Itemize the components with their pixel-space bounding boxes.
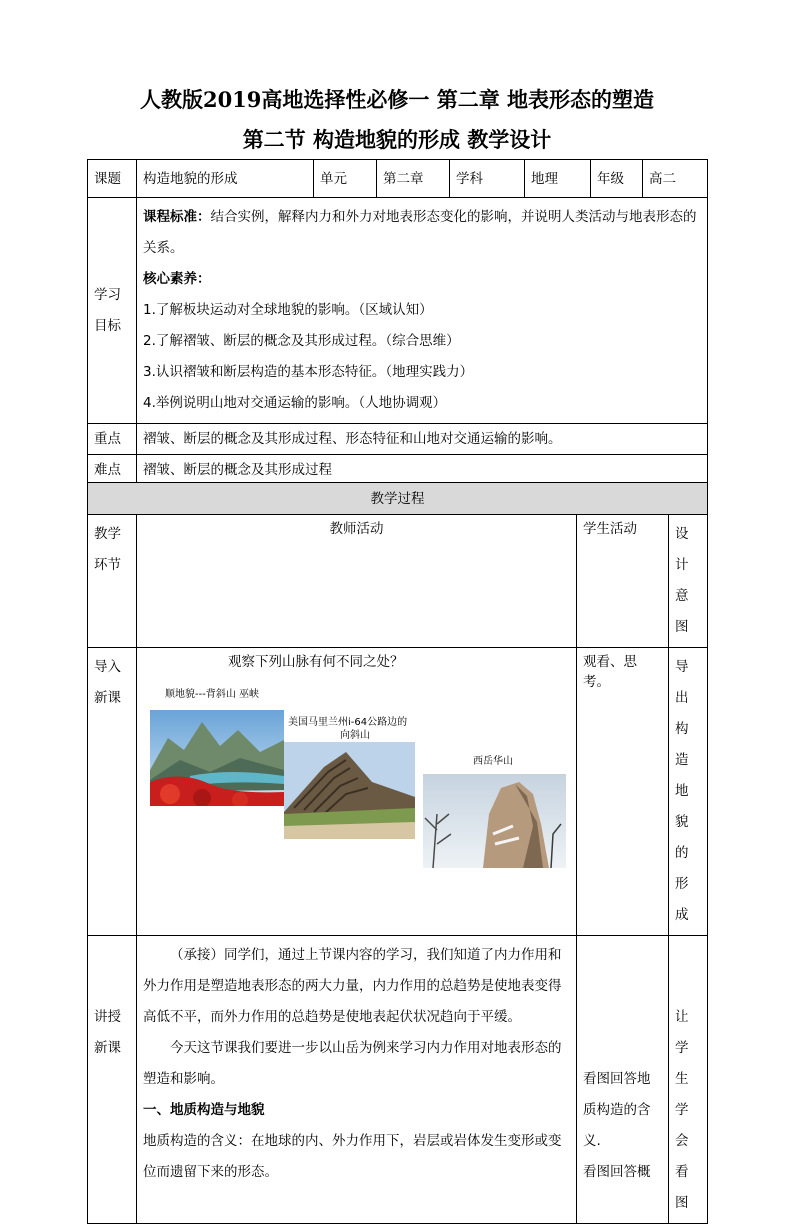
teach-teacher-cell: [137, 936, 577, 1224]
goal-item: 4.举例说明山地对交通运输的影响。（人地协调观）: [143, 395, 447, 411]
teach-para-1: （承接）同学们，通过上节课内容的学习，我们知道了内力作用和外力作用是塑造地表形态的两大力量，内力作用的总趋势是使地表变得高低不平，而外力作用的总趋势是使地表起伏状况趋向于平缓。: [143, 947, 562, 1025]
info-table: [87, 159, 708, 486]
intro-student: 观看、思考。: [577, 648, 669, 936]
grade-value: 高二: [643, 160, 708, 198]
teach-intent-cell: [669, 936, 708, 1224]
teach-student-1: 看图回答地质构造的含义.: [583, 1071, 651, 1149]
wuxia-photo: [150, 710, 284, 806]
teach-para-2: 今天这节课我们要进一步以山岳为例来学习内力作用对地表形态的塑造和影响。: [143, 1040, 562, 1087]
topic-value: 构造地貌的形成: [137, 160, 314, 198]
process-table: [87, 482, 708, 1224]
goal-item: 1.了解板块运动对全球地貌的影响。（区域认知）: [143, 302, 433, 318]
teach-heading-1: 一、地质构造与地貌: [143, 1102, 265, 1118]
caption-anticline: 顺地貌---背斜山 巫峡: [165, 689, 260, 700]
col-stage-header: 教学环节: [88, 515, 137, 648]
standard-text: 结合实例，解释内力和外力对地表形态变化的影响，并说明人类活动与地表形态的关系。: [143, 209, 697, 256]
process-bar: 教学过程: [88, 483, 708, 515]
topic-label: 课题: [88, 160, 137, 198]
goals-label: 学习目标: [88, 198, 137, 424]
huashan-photo: [423, 774, 566, 868]
document-subtitle: 第二节 构造地貌的形成 教学设计: [242, 127, 552, 152]
col-student-header: 学生活动: [577, 515, 669, 648]
syncline-photo: [284, 742, 415, 839]
teach-intent: 让学生学会看图: [675, 1009, 689, 1211]
goal-item: 3.认识褶皱和断层构造的基本形态特征。（地理实践力）: [143, 364, 474, 380]
teach-student-cell: [577, 936, 669, 1224]
grade-label: 年级: [591, 160, 643, 198]
standard-title: 课程标准：: [143, 209, 211, 225]
caption-syncline-b: 向斜山: [340, 730, 370, 741]
subject-label: 学科: [450, 160, 525, 198]
intro-stage: 导入新课: [88, 648, 137, 936]
intro-teacher-cell: [137, 648, 577, 936]
teach-stage: 讲授新课: [88, 936, 137, 1224]
unit-value: 第二章: [377, 160, 450, 198]
teach-para-3: 地质构造的含义：在地球的内、外力作用下，岩层或岩体发生变形或变位而遗留下来的形态。: [143, 1133, 562, 1180]
unit-label: 单元: [314, 160, 377, 198]
caption-syncline-a: 美国马里兰州i-64公路边的: [288, 717, 408, 728]
caption-huashan: 西岳华山: [473, 756, 513, 767]
teach-student-2: 看图回答概: [583, 1164, 651, 1180]
goals-cell: [137, 198, 708, 424]
key-label: 重点: [88, 424, 137, 455]
difficult-text: 褶皱、断层的概念及其形成过程: [137, 455, 708, 486]
subject-value: 地理: [525, 160, 591, 198]
intro-image-area: [143, 652, 570, 868]
col-teacher-header: 教师活动: [137, 515, 577, 648]
intro-intent: 导出构造地貌的形成: [669, 648, 708, 936]
document-title: 人教版2019高地选择性必修一 第二章 地表形态的塑造: [139, 87, 655, 112]
goal-item: 2.了解褶皱、断层的概念及其形成过程。（综合思维）: [143, 333, 460, 349]
col-intent-header: 设计意图: [669, 515, 708, 648]
difficult-label: 难点: [88, 455, 137, 486]
literacy-title: 核心素养：: [143, 271, 211, 287]
intro-question: 观察下列山脉有何不同之处？: [228, 654, 404, 670]
key-text: 褶皱、断层的概念及其形成过程、形态特征和山地对交通运输的影响。: [137, 424, 708, 455]
